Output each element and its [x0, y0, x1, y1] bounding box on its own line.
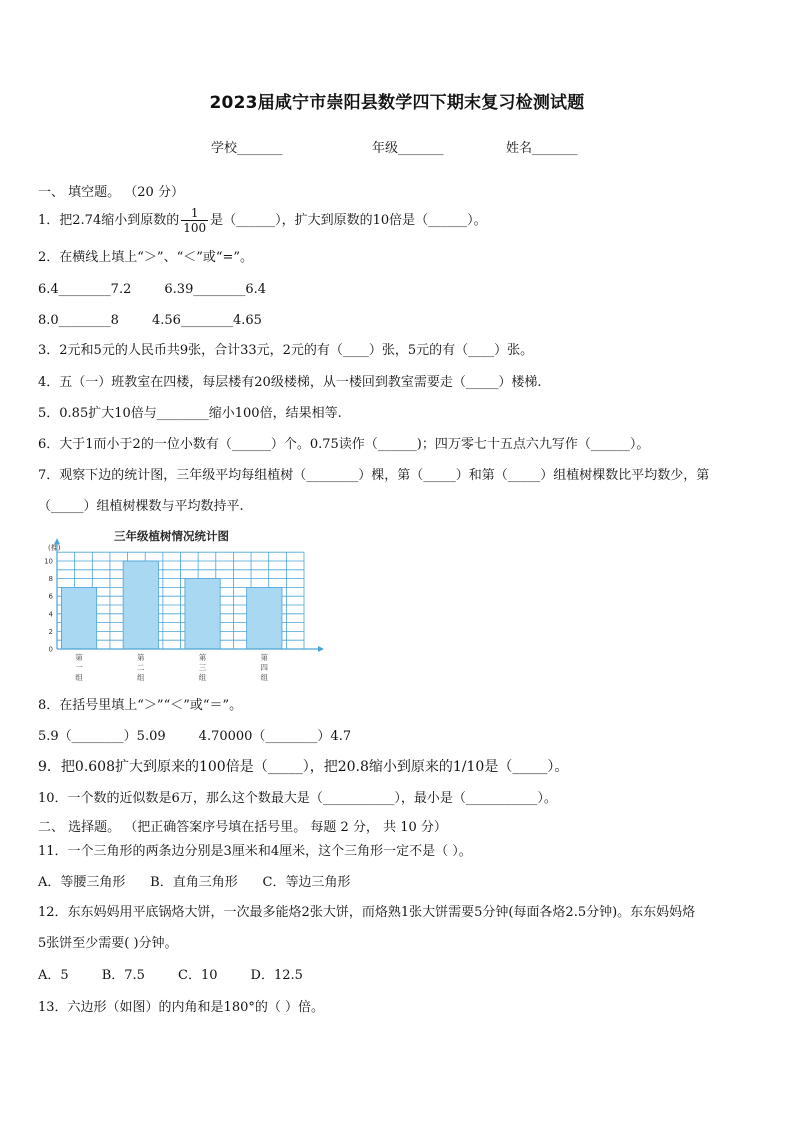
page-title: 2023届咸宁市崇阳县数学四下期末复习检测试题: [209, 93, 585, 113]
y-tick-label: 0: [48, 645, 53, 654]
question-2-row-1: 6.4________7.2 6.39________6.4: [38, 282, 267, 297]
chart-y-label: (棵): [48, 544, 61, 552]
y-tick-label: 4: [48, 610, 53, 619]
question-11-options: A．等腰三角形 B．直角三角形 C．等边三角形: [38, 875, 351, 890]
x-tick-label: 组: [260, 673, 269, 682]
y-tick-label: 8: [48, 575, 53, 584]
question-11: 11．一个三角形的两条边分别是3厘米和4厘米，这个三角形一定不是（ ）。: [38, 844, 472, 859]
bar-1: [61, 587, 96, 649]
question-7-line-2: （_____）组植树棵数与平均数持平.: [38, 499, 244, 514]
x-axis-arrow: [318, 646, 324, 652]
question-6: 6．大于1而小于2的一位小数有（______）个。0.75读作（______)；四万零七十五点六九写作（______）。: [38, 437, 650, 452]
x-tick-label: 第: [260, 653, 269, 662]
section-multiple-choice-heading: 二、 选择题。 （把正确答案序号填在括号里。 每题 2 分， 共 10 分）: [38, 820, 447, 835]
x-tick-label: 三: [198, 663, 207, 672]
question-12-line-2: 5张饼至少需要( )分钟。: [38, 936, 178, 951]
fraction-numerator: 1: [181, 206, 208, 221]
fraction: [181, 206, 208, 235]
bar-2: [123, 561, 158, 649]
x-tick-label: 第: [137, 653, 145, 662]
question-1-post: 是（______），扩大到原数的10倍是（______）。: [210, 213, 487, 228]
x-tick-label: 组: [198, 673, 207, 682]
chart-y-ticks: [44, 558, 53, 654]
bar-4: [247, 587, 282, 649]
question-8-row: 5.9（________）5.09 4.70000（________）4.7: [38, 729, 352, 744]
question-2: 2．在横线上填上“＞”、“＜”或“=”。: [38, 250, 254, 265]
question-5: 5．0.85扩大10倍与________缩小100倍，结果相等.: [38, 406, 342, 421]
chart-title: 三年级植树情况统计图: [114, 529, 229, 543]
x-tick-label: 第: [75, 653, 83, 662]
x-tick-label: 二: [137, 663, 145, 672]
question-1-pre: 1．把2.74缩小到原数的: [38, 213, 180, 228]
grade-field: 年级_______: [372, 141, 444, 156]
x-tick-label: 第: [198, 653, 207, 662]
question-1: [38, 204, 487, 238]
question-10: 10．一个数的近似数是6万，那么这个数最大是（___________），最小是（___________）。: [38, 791, 557, 806]
question-4: 4．五（一）班教室在四楼，每层楼有20级楼梯，从一楼回到教室需要走（_____）楼梯.: [38, 375, 542, 390]
x-tick-label: 四: [260, 663, 269, 672]
y-axis-arrow: [54, 538, 60, 544]
question-12-options: A．5 B．7.5 C．10 D．12.5: [38, 968, 303, 983]
question-8: 8．在括号里填上“＞”“＜”或“＝”。: [38, 698, 243, 713]
fraction-denominator: 100: [183, 221, 207, 235]
x-tick-label: 一: [75, 663, 83, 672]
bar-3: [185, 579, 220, 649]
y-tick-label: 2: [48, 627, 53, 636]
section-fill-blank-heading: 一、 填空题。 （20 分）: [38, 185, 184, 200]
y-tick-label: 10: [44, 557, 53, 566]
chart-x-ticks: [75, 652, 268, 682]
question-12-line-1: 12．东东妈妈用平底锅烙大饼，一次最多能烙2张大饼，而烙熟1张大饼需要5分钟(每面各烙2.5分钟)。东东妈妈烙: [38, 905, 696, 920]
x-tick-label: 组: [137, 673, 145, 682]
y-tick-label: 6: [48, 592, 53, 601]
school-field: 学校_______: [211, 141, 283, 156]
question-9: 9．把0.608扩大到原来的100倍是（_____），把20.8缩小到原来的1/10是（_____）。: [38, 759, 569, 775]
question-13: 13．六边形（如图）的内角和是180°的（ ）倍。: [38, 1000, 324, 1015]
question-2-row-2: 8.0________8 4.56________4.65: [38, 313, 262, 328]
x-tick-label: 组: [75, 673, 83, 682]
name-field: 姓名_______: [506, 141, 578, 156]
question-3: 3．2元和5元的人民币共9张，合计33元，2元的有（____）张，5元的有（____）张。: [38, 343, 534, 358]
tree-planting-bar-chart: [36, 522, 332, 686]
question-7-line-1: 7．观察下边的统计图，三年级平均每组植树（________）棵，第（_____）和第（_____）组植树棵数比平均数少，第: [38, 468, 710, 483]
